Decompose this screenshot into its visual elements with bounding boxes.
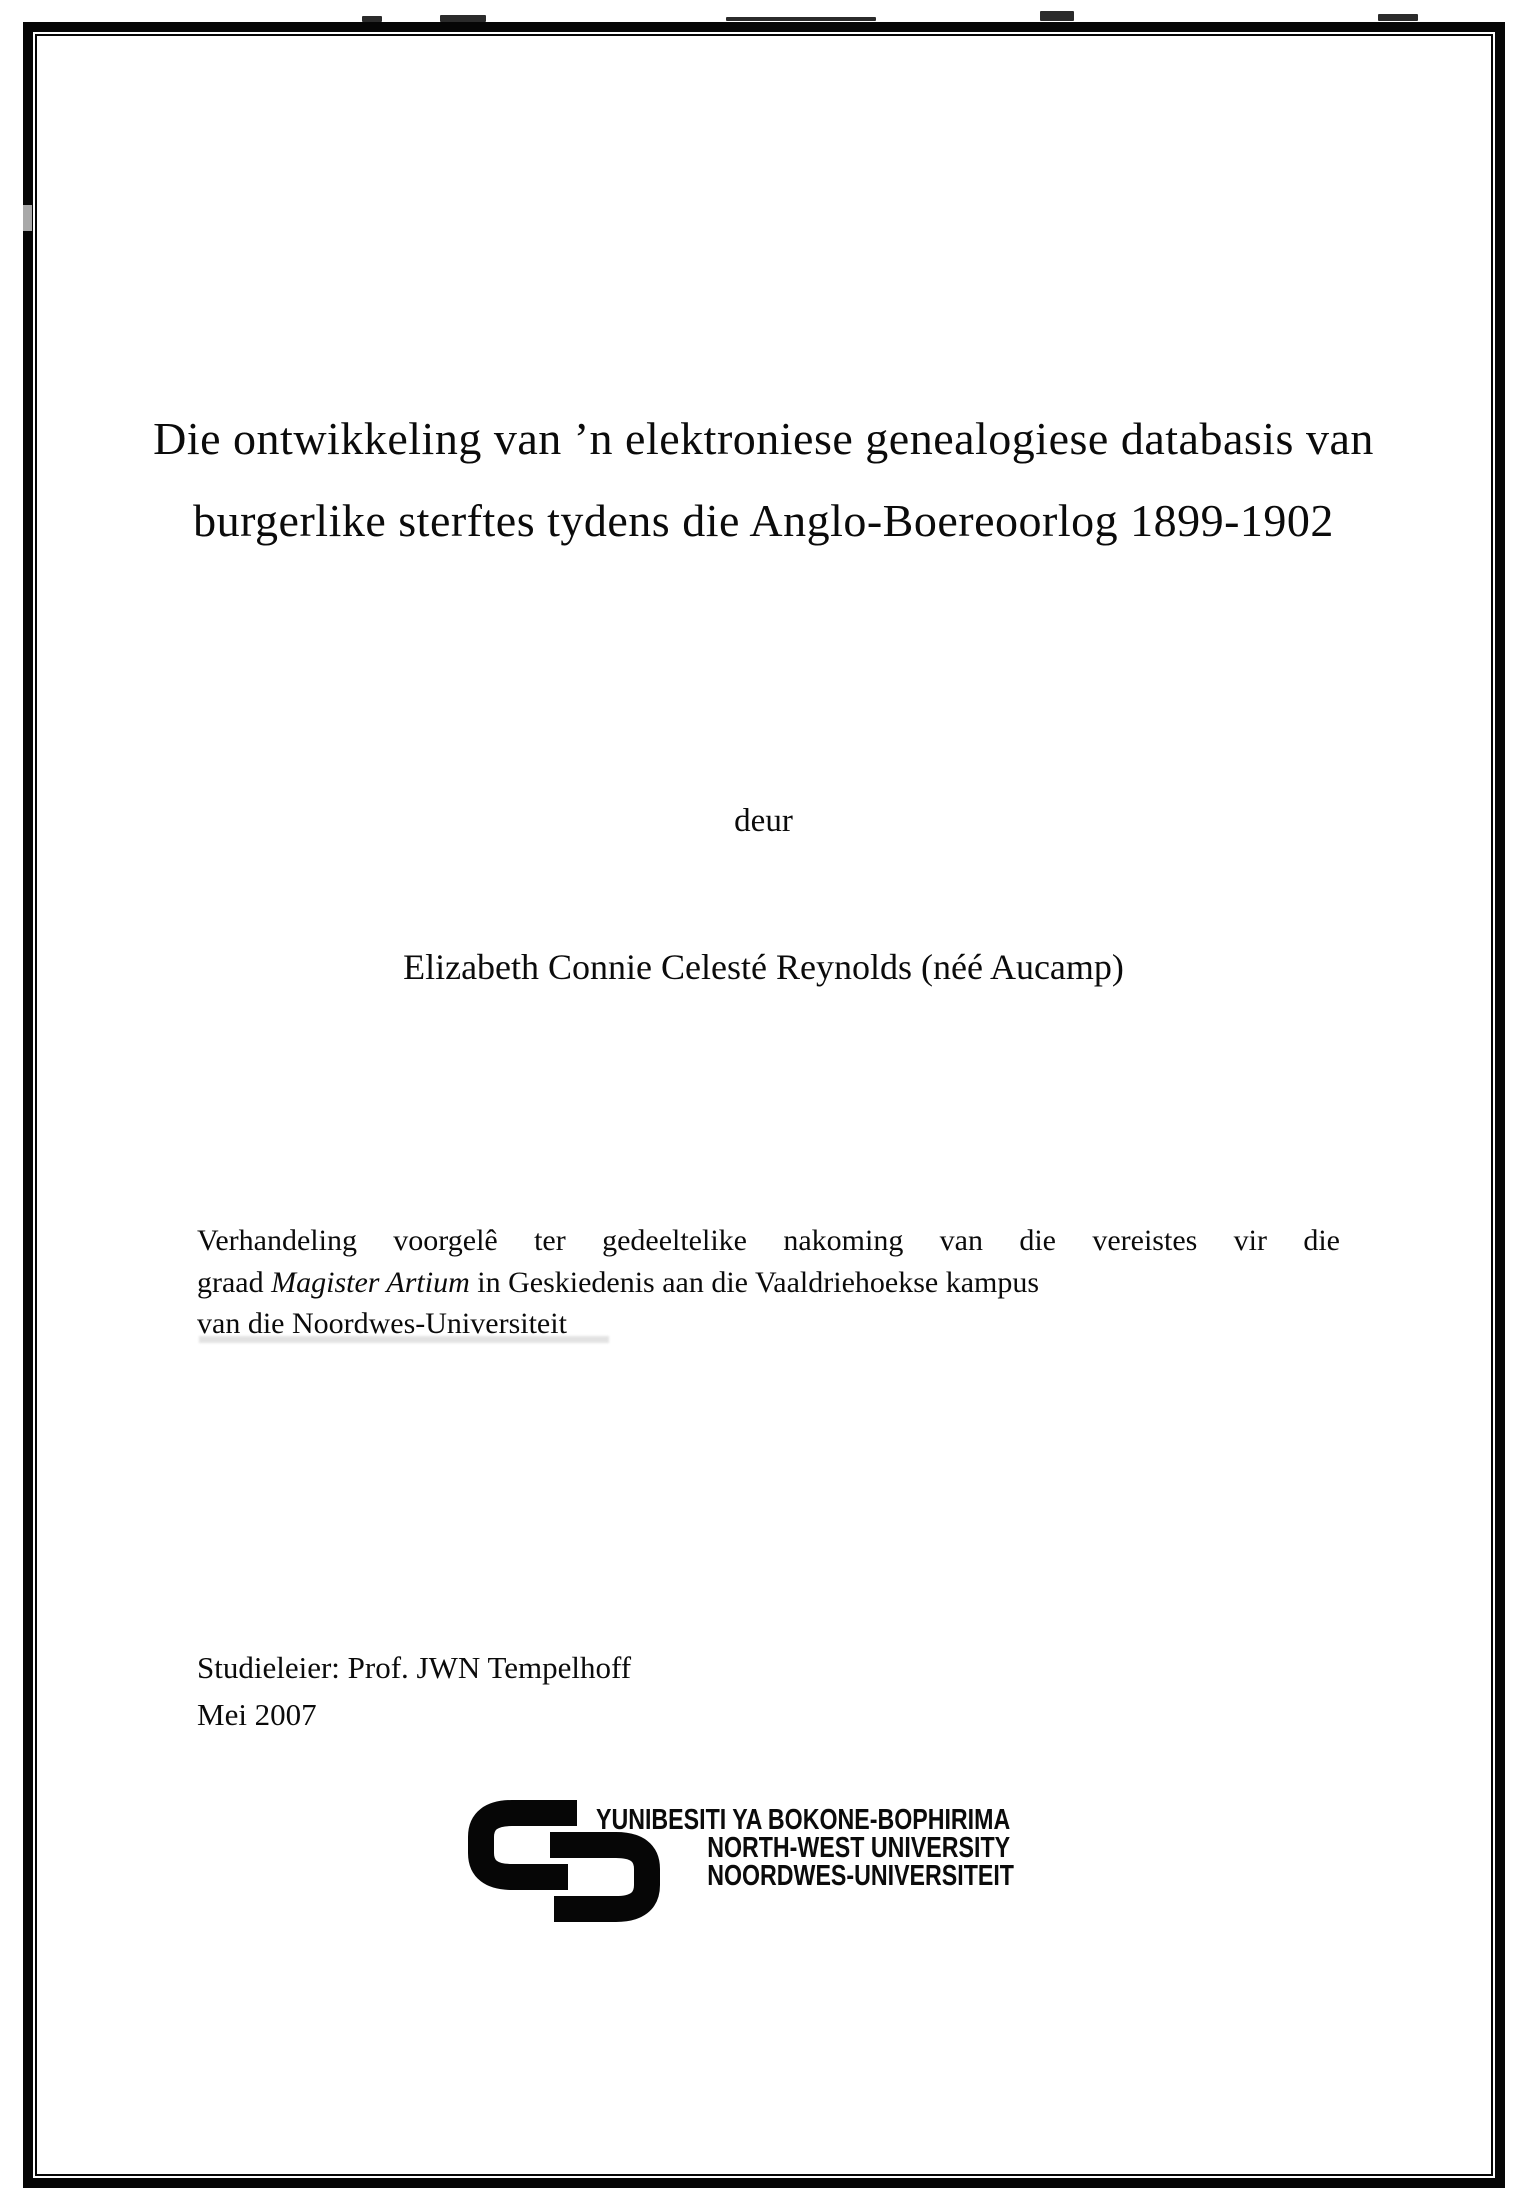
logo-text-line1: YUNIBESITI YA BOKONE-BOPHIRIMA (596, 1804, 1011, 1836)
scan-artifact (440, 15, 486, 22)
thesis-statement-line2 (197, 1262, 1340, 1304)
thesis-statement-degree: Magister Artium (271, 1265, 470, 1299)
thesis-title-line2: burgerlike sterftes tydens die Anglo-Boereoorlog 1899-1902 (193, 495, 1334, 546)
logo-text-line3: NOORDWES-UNIVERSITEIT (707, 1860, 1014, 1892)
thesis-statement-line3: van die Noordwes-Universiteit (197, 1307, 567, 1340)
author-name: Elizabeth Connie Celesté Reynolds (néé Aucamp) (403, 947, 1124, 987)
date-line: Mei 2007 (197, 1697, 317, 1732)
thesis-statement-line2-after: in Geskiedenis aan die Vaaldriehoekse kampus (477, 1265, 1040, 1299)
supervisor-block (197, 1644, 631, 1738)
university-logo-text (596, 1806, 1014, 1890)
byline: deur (734, 803, 793, 839)
scan-artifact (726, 17, 876, 21)
thesis-statement-line1: Verhandeling voorgelê ter gedeeltelike nakoming van die vereistes vir die (197, 1224, 1340, 1257)
thesis-title-line1: Die ontwikkeling van ’n elektroniese genealogiese databasis van (153, 413, 1374, 464)
supervisor-line: Studieleier: Prof. JWN Tempelhoff (197, 1650, 632, 1685)
logo-text-line2: NORTH-WEST UNIVERSITY (707, 1832, 1011, 1864)
scan-artifact (1040, 11, 1074, 21)
scan-artifact (1378, 14, 1418, 21)
thesis-statement (197, 1220, 1340, 1345)
thesis-statement-line2-before: graad (197, 1265, 264, 1299)
scan-artifact (23, 205, 32, 231)
scan-artifact (362, 16, 382, 22)
thesis-title (0, 398, 1527, 562)
